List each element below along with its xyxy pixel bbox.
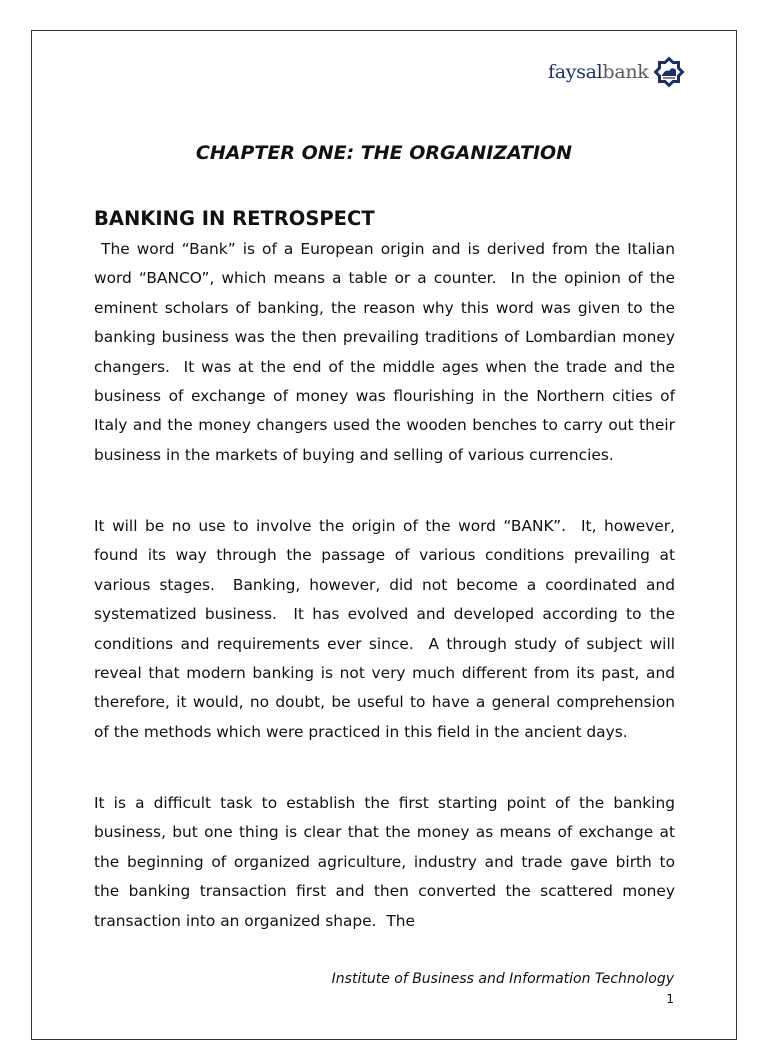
logo-wordmark-faysal: faysal: [548, 60, 603, 83]
faysalbank-logo: [548, 54, 686, 90]
body-paragraph: The word “Bank” is of a European origin and is derived from the Italian word “BANCO”, which means a table or a counter. In the opinion of the eminent scholars of banking, the reason why this word was given to the banking business was the then prevailing traditions of Lombardian money changers. It was at the end of the middle ages when the trade and the business of exchange of money was flourishing in the Northern cities of Italy and the money changers used the wooden benches to carry out their business in the markets of buying and selling of various currencies.: [94, 240, 680, 464]
body-paragraph: It will be no use to involve the origin of the word “BANK”. It, however, found its way through the passage of various conditions prevailing at various stages. Banking, however, did not become a coordinated and systematized business. It has evolved and developed according to the conditions and requirements ever since. A through study of subject will reveal that modern banking is not very much different from its past, and therefore, it would, no doubt, be useful to have a general comprehension of the methods which were practiced in this field in the ancient days.: [94, 517, 680, 741]
footer-institute-name: Institute of Business and Information Technology: [331, 971, 674, 987]
page-number: 1: [666, 992, 674, 1006]
logo-wordmark: [548, 60, 649, 83]
faysalbank-emblem-icon: [652, 55, 686, 89]
body-paragraph: It is a difficult task to establish the first starting point of the banking business, but one thing is clear that the money as means of exchange at the beginning of organized agriculture, industry and trade gave birth to the banking transaction first and then converted the scattered money transaction into an organized shape. The: [94, 794, 680, 930]
logo-wordmark-bank: bank: [602, 60, 649, 83]
chapter-title: CHAPTER ONE: THE ORGANIZATION: [195, 142, 573, 164]
section-heading: BANKING IN RETROSPECT: [94, 207, 375, 230]
